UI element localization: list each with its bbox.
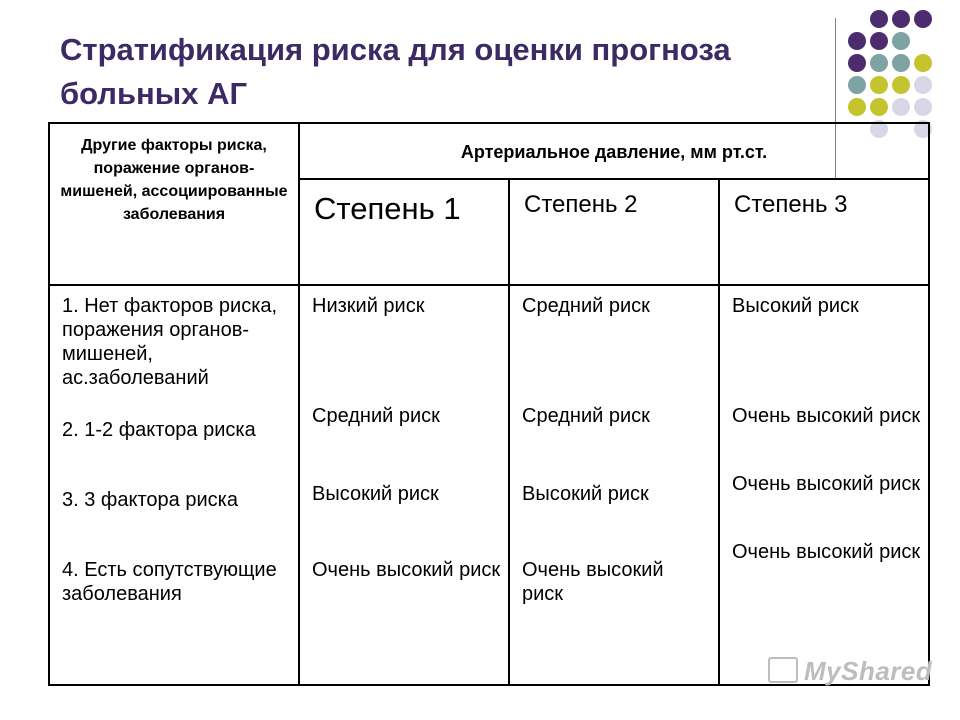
- factor-item: 2. 1-2 фактора риска: [62, 419, 256, 441]
- grade-1-cell: [299, 285, 509, 685]
- decorative-dot: [892, 32, 910, 50]
- decorative-dot: [914, 10, 932, 28]
- decorative-dot: [848, 54, 866, 72]
- watermark: [768, 656, 932, 687]
- grade-2-cell: [509, 285, 719, 685]
- decorative-dot: [848, 98, 866, 116]
- decorative-dot: [870, 32, 888, 50]
- decorative-dot: [848, 76, 866, 94]
- grade-3-header: Степень 3: [719, 179, 929, 285]
- slide-title: Стратификация риска для оценки прогноза больных АГ: [60, 32, 731, 111]
- risk-item: Очень высокий риск: [732, 473, 921, 495]
- risk-item: Низкий риск: [312, 295, 425, 317]
- presentation-icon: [768, 657, 798, 683]
- risk-item: Высокий риск: [312, 483, 439, 505]
- factor-item: 1. Нет факторов риска, поражения органов-мишеней, ас.заболеваний: [62, 295, 278, 389]
- risk-item: Очень высокий риск: [732, 541, 921, 563]
- risk-item: Средний риск: [312, 405, 440, 427]
- risk-item: Средний риск: [522, 295, 650, 317]
- decorative-dot: [870, 98, 888, 116]
- decorative-dot: [892, 76, 910, 94]
- decorative-dot: [892, 54, 910, 72]
- decorative-dot: [914, 54, 932, 72]
- decorative-dot: [892, 98, 910, 116]
- header-pressure: Артериальное давление, мм рт.ст.: [299, 123, 929, 179]
- risk-item: Средний риск: [522, 405, 650, 427]
- factor-item: 4. Есть сопутствующие заболевания: [62, 559, 277, 605]
- risk-item: Высокий риск: [732, 295, 859, 317]
- decorative-dot: [892, 10, 910, 28]
- decorative-dot: [870, 76, 888, 94]
- factors-cell: [49, 285, 299, 685]
- grade-1-header: Степень 1: [299, 179, 509, 285]
- watermark-text: MyShared: [804, 656, 933, 686]
- grade-2-header: Степень 2: [509, 179, 719, 285]
- decorative-dot: [870, 10, 888, 28]
- decorative-dot: [870, 54, 888, 72]
- risk-item: Очень высокий риск: [522, 559, 664, 605]
- decorative-dot: [914, 98, 932, 116]
- risk-item: Высокий риск: [522, 483, 649, 505]
- decorative-dot: [848, 32, 866, 50]
- header-factors: Другие факторы риска, поражение органов-мишеней, ассоциированные заболевания: [49, 123, 299, 285]
- risk-item: Очень высокий риск: [312, 559, 501, 581]
- factor-item: 3. 3 фактора риска: [62, 489, 238, 511]
- risk-table: [48, 122, 933, 686]
- grade-3-cell: [719, 285, 929, 685]
- risk-item: Очень высокий риск: [732, 405, 921, 427]
- decorative-dot: [914, 76, 932, 94]
